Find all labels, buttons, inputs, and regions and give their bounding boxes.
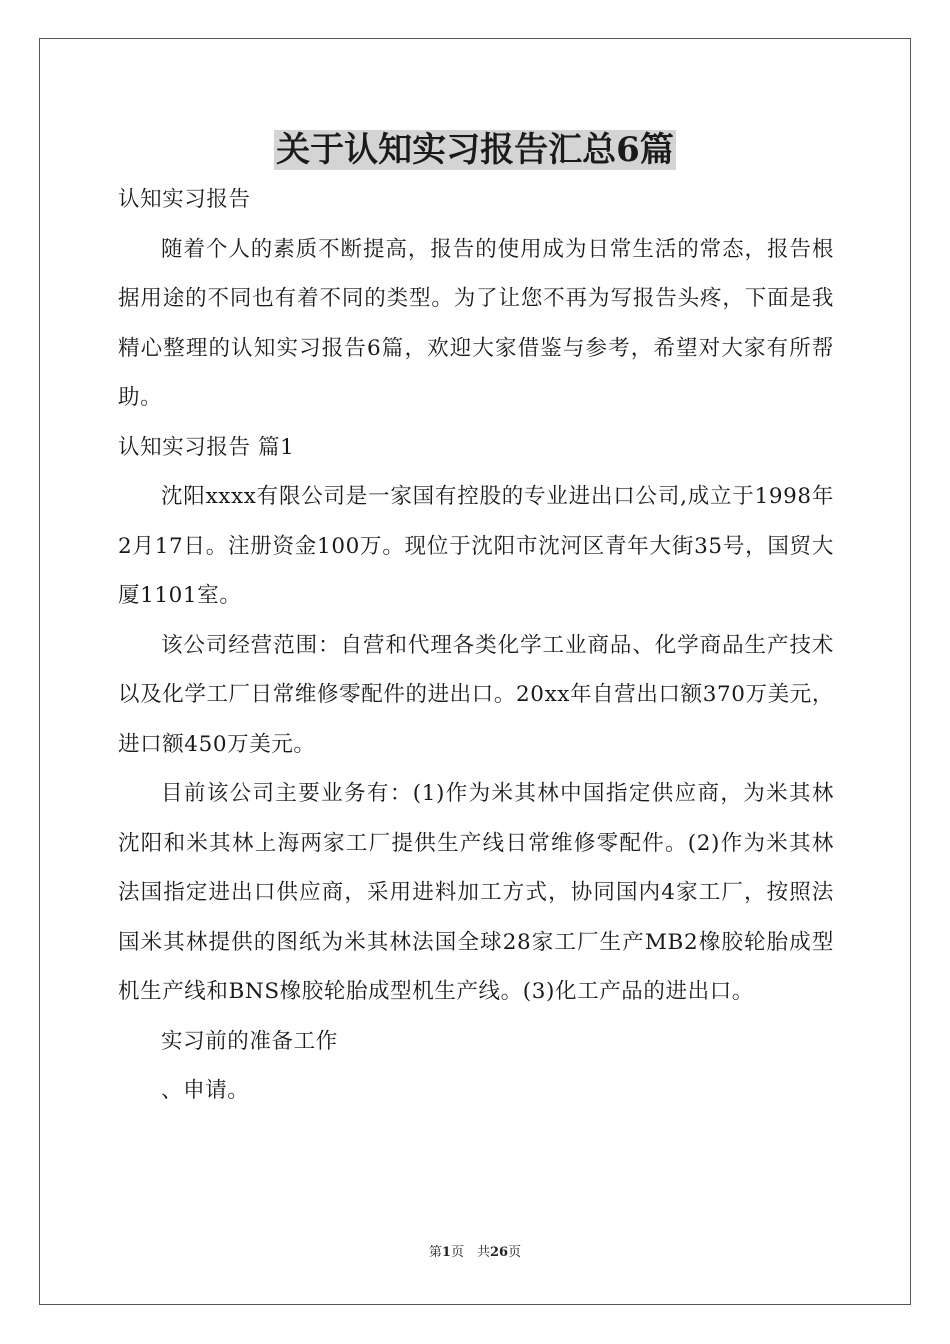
footer-total-pages: 26 xyxy=(489,1245,509,1260)
document-title-text: 关于认知实习报告汇总6篇 xyxy=(276,130,674,170)
paragraph: 实习前的准备工作 xyxy=(161,1028,338,1054)
paragraph: 沈阳xxxx有限公司是一家国有控股的专业进出口公司,成立于1998年2月17日。注册资金100万。现位于沈阳市沈河区青年大街35号，国贸大厦1101室。 xyxy=(118,484,834,608)
document-title xyxy=(0,124,950,176)
footer-current-page: 1 xyxy=(441,1245,451,1260)
paragraph: 该公司经营范围：自营和代理各类化学工业商品、化学商品生产技术以及化学工厂日常维修零配件的进出口。20xx年自营出口额370万美元，进口额450万美元。 xyxy=(118,632,834,757)
paragraph: 认知实习报告 xyxy=(118,187,251,212)
section-heading: 认知实习报告 篇1 xyxy=(118,434,295,460)
paragraph: 随着个人的素质不断提高，报告的使用成为日常生活的常态，报告根据用途的不同也有着不同的类型。为了让您不再为写报告头疼，下面是我精心整理的认知实习报告6篇，欢迎大家借鉴与参考，希望对大家有所帮助。 xyxy=(118,236,834,410)
paragraph: 目前该公司主要业务有：(1)作为米其林中国指定供应商，为米其林沈阳和米其林上海两家工厂提供生产线日常维修零配件。(2)作为米其林法国指定进出口供应商，采用进料加工方式，协同国内4家工厂，按照法国米其林提供的图纸为米其林法国全球28家工厂生产MB2橡胶轮胎成型机生产线和BNS橡胶轮胎成型机生产线。(3)化工产品的进出口。 xyxy=(118,781,834,1004)
footer-page-mid: 页 共 xyxy=(450,1245,490,1260)
footer-page-suffix: 页 xyxy=(508,1245,522,1260)
page-footer xyxy=(0,1244,950,1262)
document-body xyxy=(118,175,834,1116)
footer-page-prefix: 第 xyxy=(428,1245,442,1260)
paragraph: 、申请。 xyxy=(161,1078,250,1103)
